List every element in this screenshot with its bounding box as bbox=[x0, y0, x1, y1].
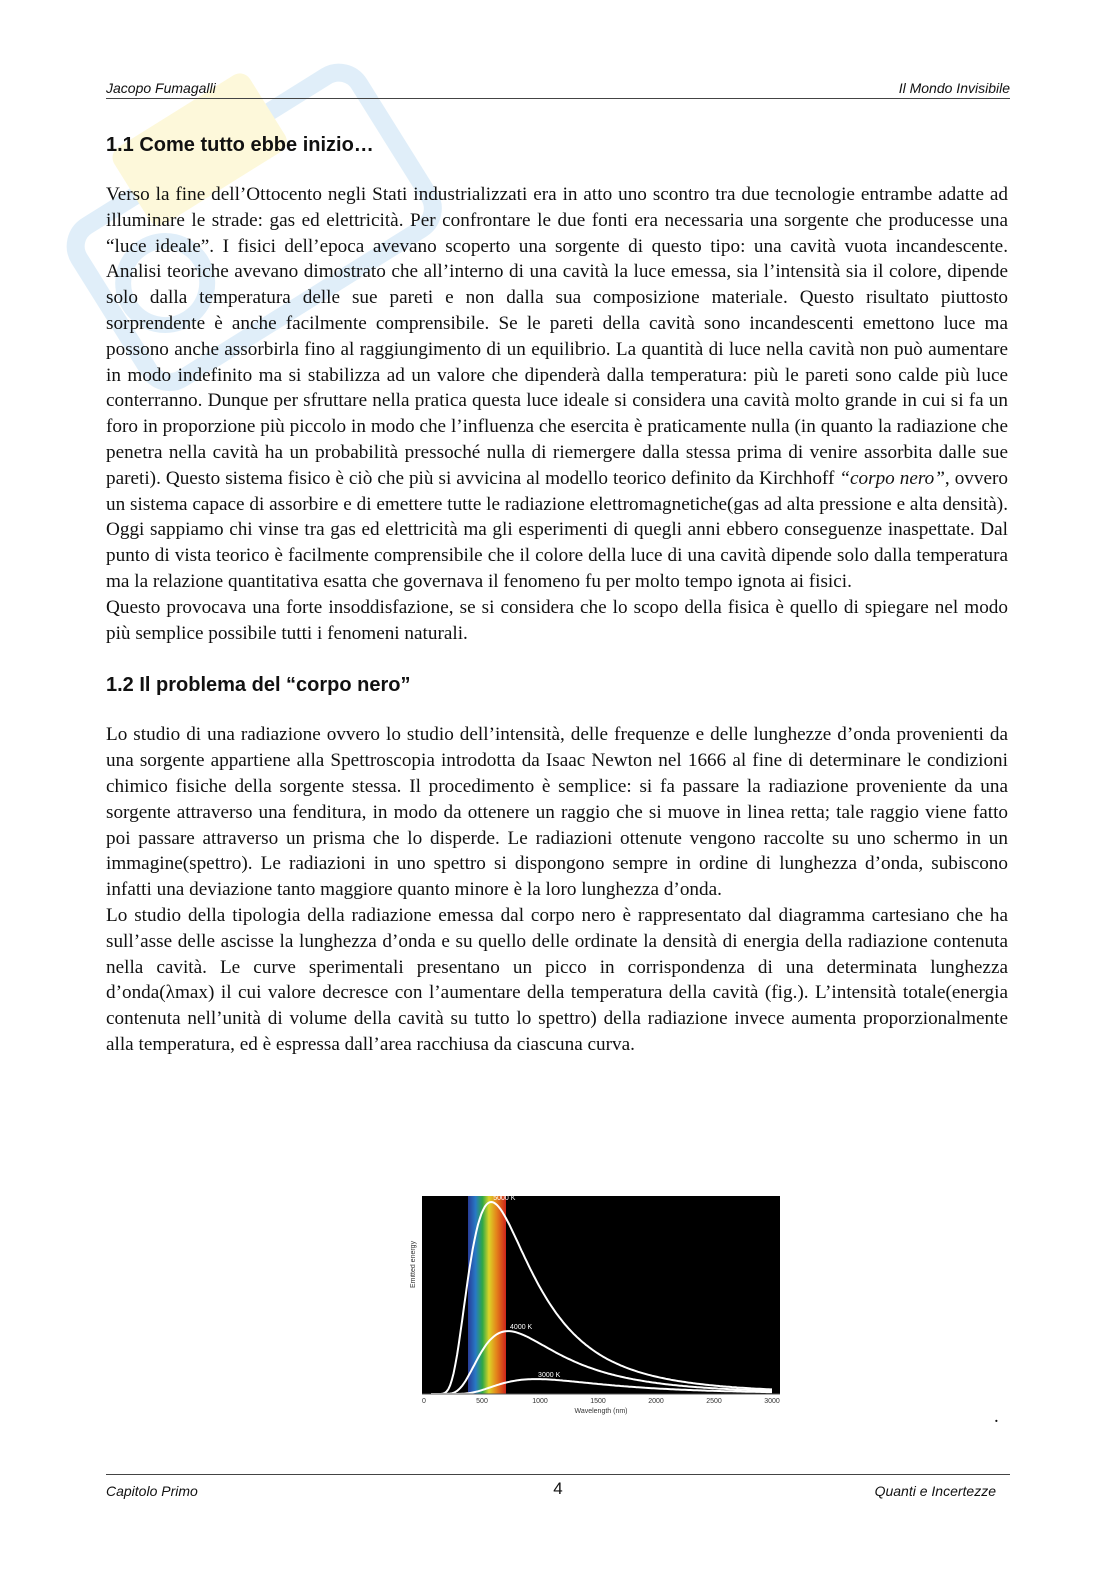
x-tick-2500: 2500 bbox=[706, 1398, 722, 1405]
blackbody-figure bbox=[410, 1192, 794, 1418]
x-tick-2000: 2000 bbox=[648, 1398, 664, 1405]
figure-ylabel: Emitted energy bbox=[410, 1240, 417, 1288]
x-tick-1500: 1500 bbox=[590, 1398, 606, 1405]
section-2-paragraph-1: Lo studio di una radiazione ovvero lo studio dell’intensità, delle frequenze e delle lunghezze d’onda provenienti da una sorgente appartiene alla Spettroscopia introdotta da Isaac Newton nel 1666 al fine di determinare le condizioni chimico fisiche della sorgente stessa. Il procedimento è semplice: si fa passare la radiazione proveniente da una sorgente attraverso una fenditura, in modo da ottenere un raggio che si muove in linea retta; tale raggio viene fatto poi passare attraverso un prisma che lo disperde. Le radiazioni ottenute vengono raccolte su uno schermo in un immagine(spettro). Le radiazioni in uno spettro si dispongono sempre in ordine di lunghezza d’onda, subiscono infatti una deviazione tanto maggiore quanto minore è la loro lunghezza d’onda. bbox=[106, 724, 1008, 901]
footer-book-title: Quanti e Incertezze bbox=[874, 1483, 996, 1499]
footer-chapter: Capitolo Primo bbox=[106, 1483, 198, 1499]
figure-xlabel: Wavelength (nm) bbox=[574, 1408, 628, 1415]
section-1-paragraph-1: Verso la fine dell’Ottocento negli Stati industrializzati era in atto uno scontro tra due tecnologie entrambe adatte ad illuminare le strade: gas ed elettricità. Per confrontare le due fonti era necessaria una sorgente che producesse una “luce ideale”. I fisici dell’epoca avevano scoperto una sorgente di questo tipo: una cavità vuota incandescente. Analisi teoriche avevano dimostrato che all’interno di una cavità la luce emessa, sia l’intensità sia il colore, dipende solo dalla temperatura delle sue pareti e non dalla sua composizione materiale. Questo risultato piuttosto sorprendente è anche facilmente comprensibile. Se le pareti della cavità sono incandescenti emettono luce ma possono anche assorbirla fino al raggiungimento di un equilibrio. La quantità di luce nella cavità non può aumentare in modo indefinito ma si stabilizza ad un valore che dipenderà dalla temperatura: più le pareti sono calde più luce conterranno. Dunque per sfruttare nella pratica questa luce ideale si considera una cavità molto grande in cui si fa un foro in proporzione più piccolo in modo che l’influenza che esercita è praticamente nulla (in quanto la radiazione che penetra nella cavità ha un probabilità pressoché nulla di riemergere dalla stessa prima di venire assorbita dalle sue pareti). Questo sistema fisico è ciò che più si avvicina al modello teorico definito da Kirchhoff “corpo nero”, ovvero un sistema capace di assorbire e di emettere tutte le radiazione elettromagnetiche(gas ad alta pressione e alta densità). Oggi sappiamo chi vinse tra gas ed elettricità ma gli esperimenti di quegli anni ebbero conseguenze inaspettate. Dal punto di vista teorico è facilmente comprensibile che il colore della luce di una cavità dipende solo dalla temperatura ma la relazione quantitativa esatta che governava il fenomeno fu per molto tempo ignota ai fisici. bbox=[106, 184, 1008, 592]
section-2-paragraph-2: Lo studio della tipologia della radiazione emessa dal corpo nero è rappresentato dal diagramma cartesiano che ha sull’asse delle ascisse la lunghezza d’onda e su quello delle ordinate la densità di energia della radiazione contenuta nella cavità. Le curve sperimentali presentano un picco in corrispondenza di una determinata lunghezza d’onda(λmax) il cui valore decresce con l’aumentare della temperatura della cavità (fig.). L’intensità totale(energia contenuta nell’unità di volume della cavità su tutto lo spettro) della radiazione invece aumenta proporzionalmente alla temperatura, ed è espressa dall’area racchiusa da ciascuna curva. bbox=[106, 904, 1008, 1055]
x-tick-500: 500 bbox=[476, 1398, 488, 1405]
trailing-mark: . bbox=[994, 1406, 999, 1427]
x-tick-0: 0 bbox=[422, 1398, 426, 1405]
page-header bbox=[106, 74, 1010, 99]
x-tick-1000: 1000 bbox=[532, 1398, 548, 1405]
section-1-heading: 1.1 Come tutto ebbe inizio… bbox=[106, 134, 374, 156]
section-1-paragraph-2: Questo provocava una forte insoddisfazione, se si considera che lo scopo della fisica è quello di spiegare nel modo più semplice possibile tutti i fenomeni naturali. bbox=[106, 596, 1008, 644]
page-footer bbox=[106, 1474, 1010, 1503]
curve-label-3000k: 3000 K bbox=[538, 1372, 561, 1380]
page-content bbox=[106, 130, 1008, 1058]
x-tick-3000: 3000 bbox=[764, 1398, 780, 1405]
curve-label-4000k: 4000 K bbox=[510, 1324, 533, 1332]
section-2-heading: 1.2 Il problema del “corpo nero” bbox=[106, 674, 411, 697]
header-title: Il Mondo Invisibile bbox=[898, 80, 1010, 96]
page-number: 4 bbox=[553, 1479, 563, 1498]
curve-label-5000k: 5000 K bbox=[493, 1195, 516, 1202]
header-author: Jacopo Fumagalli bbox=[106, 80, 216, 96]
